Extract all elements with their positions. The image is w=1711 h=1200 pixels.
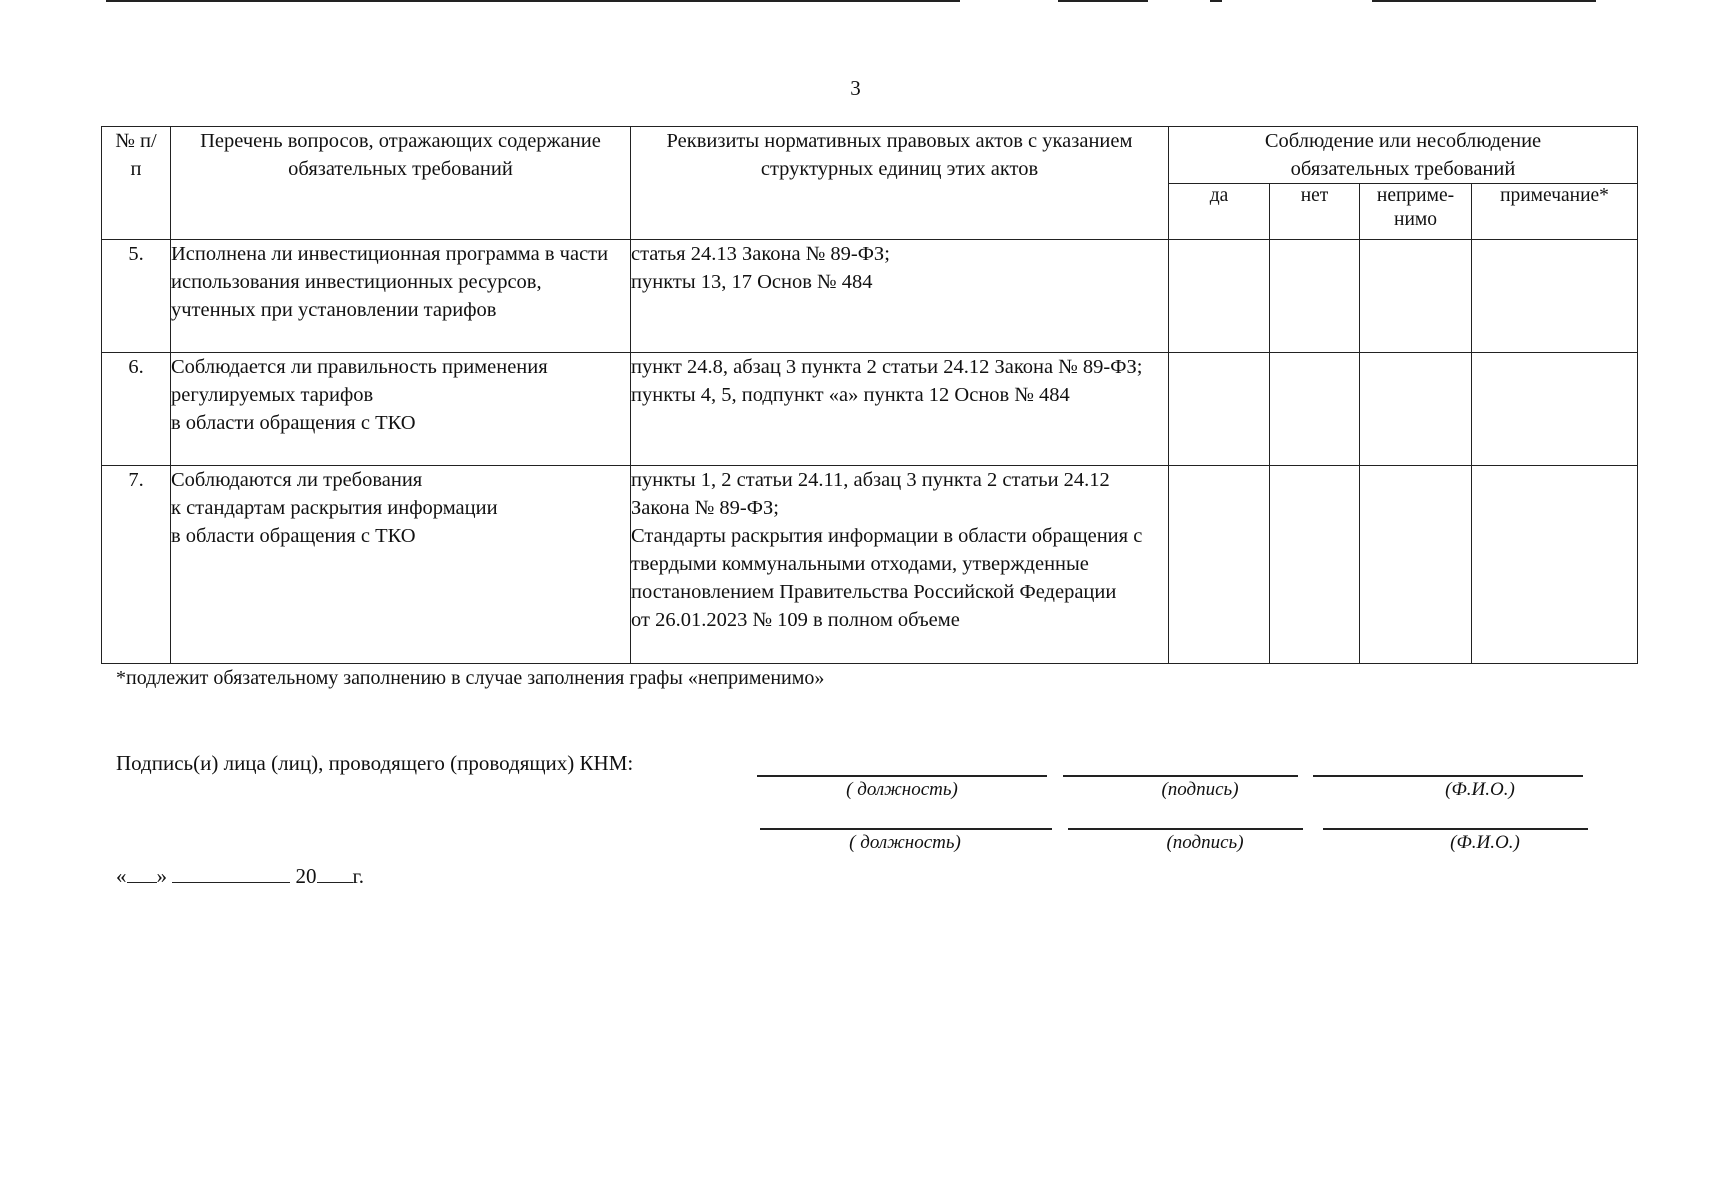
table-row (102, 240, 1638, 353)
cell-note[interactable] (1472, 353, 1638, 466)
signature-caption: (подпись) (1166, 832, 1244, 853)
position-caption: ( должность) (846, 779, 958, 800)
row-question: Исполнена ли инвестиционная программа в части использования инвестиционных ресурсов, учтенных при установлении тарифов (171, 240, 631, 353)
cell-note[interactable] (1472, 466, 1638, 664)
year-suffix: г. (352, 864, 364, 888)
table-header-row (102, 127, 1638, 184)
signature-caption: (подпись) (1161, 779, 1239, 800)
cell-yes[interactable] (1169, 466, 1270, 664)
table-row (102, 353, 1638, 466)
row-acts: статья 24.13 Закона № 89-ФЗ; пункты 13, 17 Основ № 484 (631, 240, 1169, 353)
cell-no[interactable] (1270, 466, 1360, 664)
row-acts: пункт 24.8, абзац 3 пункта 2 статьи 24.12 Закона № 89-ФЗ; пункты 4, 5, подпункт «а» пункта 12 Основ № 484 (631, 353, 1169, 466)
position-line-2[interactable] (760, 828, 1052, 830)
header-num: № п/п (102, 127, 171, 240)
cell-not-applicable[interactable] (1360, 466, 1472, 664)
top-edge-rule (1058, 0, 1148, 2)
name-caption: (Ф.И.О.) (1450, 832, 1520, 853)
month-blank[interactable] (172, 864, 290, 883)
row-acts: пункты 1, 2 статьи 24.11, абзац 3 пункта 2 статьи 24.12 Закона № 89-ФЗ; Стандарты раскрытия информации в области обращения с твердыми коммунальными отходами, утвержденные постановлением Правительства Российской Федерации от 26.01.2023 № 109 в полном объеме (631, 466, 1169, 664)
cell-no[interactable] (1270, 353, 1360, 466)
year-prefix: 20 (295, 864, 317, 888)
page-number: 3 (850, 76, 861, 100)
day-blank[interactable] (127, 864, 157, 883)
compliance-checklist-table (101, 126, 1638, 664)
header-note: примечание* (1472, 184, 1638, 240)
top-edge-rule (106, 0, 960, 2)
header-acts: Реквизиты нормативных правовых актов с указанием структурных единиц этих актов (631, 127, 1169, 240)
signature-line-2[interactable] (1068, 828, 1303, 830)
header-yes: да (1169, 184, 1270, 240)
table-row (102, 466, 1638, 664)
name-line-2[interactable] (1323, 828, 1588, 830)
position-line-1[interactable] (757, 775, 1047, 777)
row-number: 7. (102, 466, 171, 664)
cell-no[interactable] (1270, 240, 1360, 353)
signature-line-1[interactable] (1063, 775, 1298, 777)
date-open-quote: « (116, 864, 127, 888)
header-questions: Перечень вопросов, отражающих содержание обязательных требований (171, 127, 631, 240)
cell-yes[interactable] (1169, 240, 1270, 353)
cell-note[interactable] (1472, 240, 1638, 353)
top-edge-rule (1210, 0, 1222, 2)
cell-not-applicable[interactable] (1360, 240, 1472, 353)
date-close-quote: » (156, 864, 167, 888)
cell-yes[interactable] (1169, 353, 1270, 466)
cell-not-applicable[interactable] (1360, 353, 1472, 466)
name-caption: (Ф.И.О.) (1445, 779, 1515, 800)
row-question: Соблюдаются ли требования к стандартам раскрытия информации в области обращения с ТКО (171, 466, 631, 664)
date-line (116, 864, 364, 889)
top-edge-rule (1372, 0, 1596, 2)
signature-label: Подпись(и) лица (лиц), проводящего (проводящих) КНМ: (116, 751, 634, 775)
row-number: 6. (102, 353, 171, 466)
header-not-applicable: неприме-нимо (1360, 184, 1472, 240)
row-number: 5. (102, 240, 171, 353)
name-line-1[interactable] (1313, 775, 1583, 777)
footnote: *подлежит обязательному заполнению в случае заполнения графы «неприменимо» (116, 667, 825, 689)
row-question: Соблюдается ли правильность применения регулируемых тарифов в области обращения с ТКО (171, 353, 631, 466)
header-no: нет (1270, 184, 1360, 240)
year-blank[interactable] (317, 864, 353, 883)
header-compliance: Соблюдение или несоблюдение обязательных требований (1169, 127, 1638, 184)
position-caption: ( должность) (849, 832, 961, 853)
